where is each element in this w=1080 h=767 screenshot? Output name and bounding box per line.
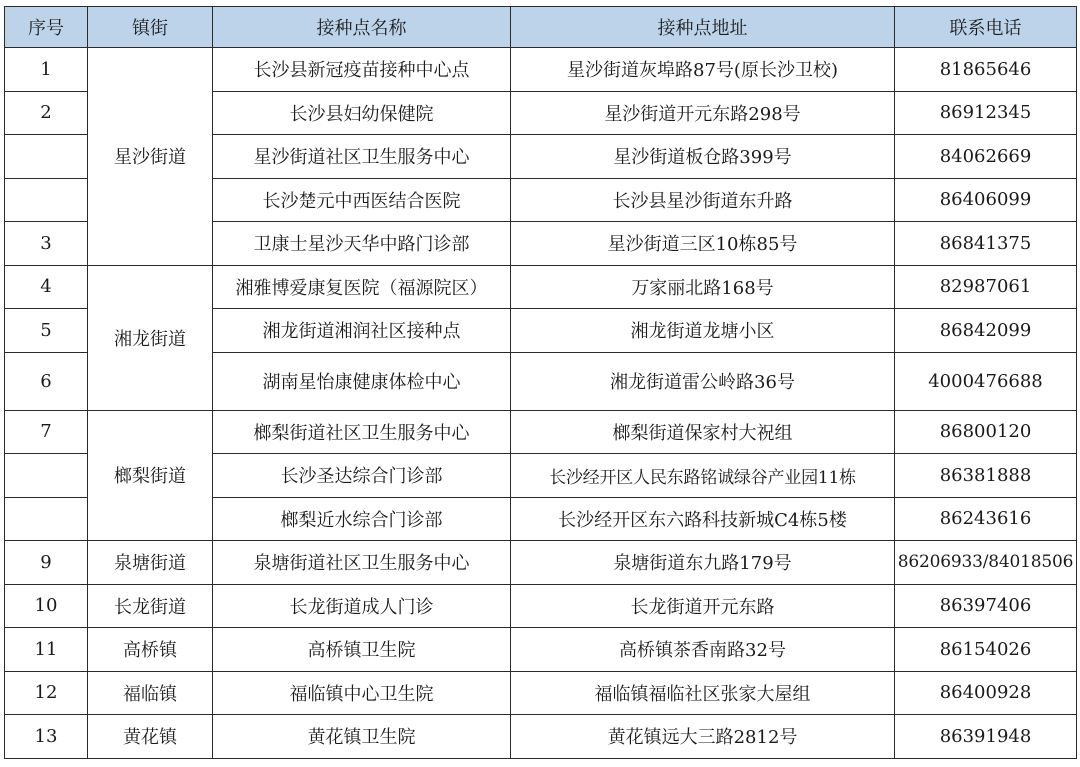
header-phone: 联系电话 [895,7,1077,48]
site-name: 卫康士星沙天华中路门诊部 [213,222,511,266]
row-index: 7 [5,410,88,454]
site-address: 长龙街道开元东路 [511,584,895,628]
site-address: 榔梨街道保家村大祝组 [511,410,895,454]
site-address: 湘龙街道龙塘小区 [511,309,895,353]
table-row [5,541,1077,585]
site-address: 长沙县星沙街道东升路 [511,178,895,222]
site-phone: 86381888 [895,454,1077,498]
town-cell: 长龙街道 [88,584,213,628]
site-name: 长沙圣达综合门诊部 [213,454,511,498]
site-phone: 86800120 [895,410,1077,454]
site-address: 长沙经开区人民东路铭诚绿谷产业园11栋 [511,454,895,498]
table-row [5,628,1077,672]
row-index [5,454,88,498]
site-name: 湘雅博爱康复医院（福源院区） [213,265,511,309]
site-phone: 86243616 [895,497,1077,541]
site-phone: 86154026 [895,628,1077,672]
site-name: 星沙街道社区卫生服务中心 [213,135,511,179]
site-phone: 82987061 [895,265,1077,309]
site-phone: 86391948 [895,715,1077,759]
site-address: 高桥镇茶香南路32号 [511,628,895,672]
row-index: 10 [5,584,88,628]
site-phone: 86206933/84018506 [895,541,1077,585]
vaccination-sites-table [4,6,1077,759]
row-index: 11 [5,628,88,672]
row-index: 2 [5,91,88,135]
site-name: 长沙县新冠疫苗接种中心点 [213,48,511,92]
town-cell: 湘龙街道 [88,265,213,410]
town-cell: 黄花镇 [88,715,213,759]
row-index [5,497,88,541]
site-name: 湘龙街道湘润社区接种点 [213,309,511,353]
row-index: 5 [5,309,88,353]
site-address: 湘龙街道雷公岭路36号 [511,352,895,410]
town-cell: 泉塘街道 [88,541,213,585]
site-phone: 86841375 [895,222,1077,266]
site-name: 长沙县妇幼保健院 [213,91,511,135]
row-index: 1 [5,48,88,92]
site-phone: 4000476688 [895,352,1077,410]
row-index: 6 [5,352,88,410]
row-index: 3 [5,222,88,266]
header-index: 序号 [5,7,88,48]
table-row [5,715,1077,759]
table-row [5,671,1077,715]
header-site-name: 接种点名称 [213,7,511,48]
table-row [5,584,1077,628]
row-index [5,135,88,179]
site-phone: 86842099 [895,309,1077,353]
town-cell: 福临镇 [88,671,213,715]
site-phone: 86397406 [895,584,1077,628]
site-name: 泉塘街道社区卫生服务中心 [213,541,511,585]
site-name: 高桥镇卫生院 [213,628,511,672]
site-address: 福临镇福临社区张家大屋组 [511,671,895,715]
site-name: 福临镇中心卫生院 [213,671,511,715]
town-cell: 榔梨街道 [88,410,213,541]
site-phone: 86406099 [895,178,1077,222]
site-phone: 81865646 [895,48,1077,92]
town-cell: 星沙街道 [88,48,213,266]
site-phone: 86400928 [895,671,1077,715]
site-address: 星沙街道开元东路298号 [511,91,895,135]
site-name: 湖南星怡康健康体检中心 [213,352,511,410]
table-row [5,48,1077,92]
site-address: 万家丽北路168号 [511,265,895,309]
site-address: 长沙经开区东六路科技新城C4栋5楼 [511,497,895,541]
site-address: 黄花镇远大三路2812号 [511,715,895,759]
header-row [5,7,1077,48]
site-phone: 86912345 [895,91,1077,135]
header-town: 镇街 [88,7,213,48]
table-row [5,410,1077,454]
site-name: 黄花镇卫生院 [213,715,511,759]
site-phone: 84062669 [895,135,1077,179]
row-index [5,178,88,222]
row-index: 4 [5,265,88,309]
site-address: 星沙街道板仓路399号 [511,135,895,179]
site-name: 榔梨近水综合门诊部 [213,497,511,541]
site-address: 星沙街道灰埠路87号(原长沙卫校) [511,48,895,92]
row-index: 12 [5,671,88,715]
site-address: 泉塘街道东九路179号 [511,541,895,585]
row-index: 13 [5,715,88,759]
site-address: 星沙街道三区10栋85号 [511,222,895,266]
row-index: 9 [5,541,88,585]
site-name: 长龙街道成人门诊 [213,584,511,628]
header-site-address: 接种点地址 [511,7,895,48]
town-cell: 高桥镇 [88,628,213,672]
table-row [5,265,1077,309]
site-name: 榔梨街道社区卫生服务中心 [213,410,511,454]
site-name: 长沙楚元中西医结合医院 [213,178,511,222]
